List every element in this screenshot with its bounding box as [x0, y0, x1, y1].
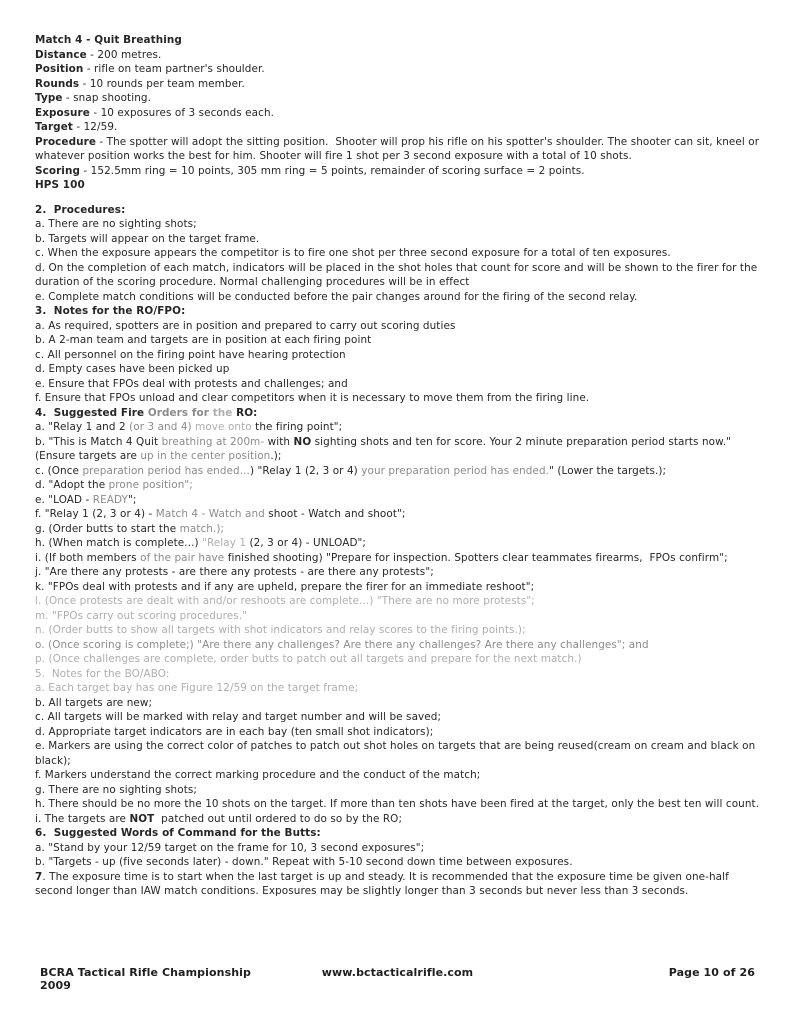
page-footer — [40, 966, 755, 992]
text-segment: c. When the exposure appears the competitor is to fire one shot per three second exposure for a total of ten exposures. — [35, 247, 671, 259]
text-line — [35, 120, 769, 135]
text-line — [35, 333, 769, 348]
text-segment: o. (Once scoring is complete;) "Are there any challenges? Are there any challenges? Are there any challenges"; and — [35, 638, 649, 651]
text-line — [35, 232, 769, 247]
footer-championship-title: BCRA Tactical Rifle Championship 2009 — [40, 966, 252, 992]
text-segment: up in the center position — [140, 450, 271, 462]
text-segment: "; — [127, 493, 137, 506]
text-segment: d. Empty cases have been picked up — [35, 363, 230, 375]
text-line — [35, 826, 769, 841]
text-line — [35, 48, 769, 63]
text-segment: prone position"; — [108, 479, 193, 491]
footer-page-number: Page 10 of 26 — [668, 966, 755, 979]
text-segment: finished shooting) "Prepare for inspection. Spotters clear teammates firearms, FPOs confirm"; — [227, 551, 728, 564]
text-segment: Procedure — [35, 135, 96, 148]
text-segment: the — [212, 406, 237, 419]
text-segment: Type — [35, 92, 63, 104]
text-line — [35, 203, 769, 218]
text-segment: e. Complete match conditions will be conducted before the pair changes around for the firing of the second relay. — [35, 290, 638, 303]
text-line — [35, 580, 769, 595]
text-segment: patched out until ordered to do so by the RO; — [154, 812, 403, 825]
text-line — [35, 478, 769, 493]
text-line — [35, 710, 769, 725]
text-segment: m. "FPOs carry out scoring procedures." — [35, 609, 248, 622]
text-segment: e. Markers are using the correct color of patches to patch out shot holes on targets that are being reused(cream on cream and black on black); — [35, 740, 759, 767]
text-segment: g. (Order butts to start the — [35, 522, 180, 535]
text-segment: l. (Once protests are dealt with and/or reshoots are complete...) "There are no more protests"; — [35, 595, 535, 607]
text-segment: NO — [293, 435, 312, 448]
text-segment: of the pair have — [140, 551, 228, 564]
text-segment: (or 3 and 4) — [129, 421, 196, 433]
text-line — [35, 507, 769, 522]
text-segment: Orders for — [147, 406, 213, 419]
text-line — [35, 164, 769, 179]
footer-website: www.bctacticalrifle.com — [321, 966, 474, 979]
text-line — [35, 406, 769, 421]
text-segment: h. There should be no more the 10 shots on the target. If more than ten shots have been fired at the target, only the best ten will count. — [35, 798, 760, 810]
text-segment: f. Ensure that FPOs unload and clear competitors when it is necessary to move them from the firing line. — [35, 392, 590, 404]
text-line — [35, 594, 769, 609]
text-line — [35, 797, 769, 812]
text-segment: Target — [35, 121, 73, 133]
text-segment: f. Markers understand the correct marking procedure and the conduct of the match; — [35, 769, 481, 781]
text-segment: e. "LOAD - — [35, 493, 93, 506]
text-segment: with — [267, 435, 294, 448]
text-segment: a. "Stand by your 12/59 target on the frame for 10, 3 second exposures"; — [35, 841, 425, 854]
text-segment: a. "Relay 1 and 2 — [35, 421, 130, 433]
text-segment: Exposure — [35, 106, 90, 119]
text-segment: 7 — [35, 870, 43, 883]
text-segment: 2. Procedures: — [35, 203, 126, 216]
text-segment: Rounds — [35, 77, 80, 90]
text-line — [35, 812, 769, 827]
text-segment: b. "Targets - up (five seconds later) - down." Repeat with 5-10 second down time between exposures. — [35, 856, 573, 868]
text-segment: (2, 3 or 4) - UNLOAD"; — [249, 537, 367, 549]
text-segment: - The spotter will adopt the sitting position. Shooter will prop his rifle on his spotter's shoulder. The shooter can sit, kneel or whatever position works the best for him. Shooter will fire 1 shot per 3 second exposure with a total of 10 shots. — [35, 135, 763, 162]
text-line — [35, 638, 769, 653]
text-segment: - 10 exposures of 3 seconds each. — [89, 106, 275, 119]
text-segment: match.); — [179, 522, 225, 535]
text-segment: d. "Adopt the — [35, 479, 109, 491]
text-segment: Distance — [35, 48, 87, 61]
text-segment: - 12/59. — [72, 121, 118, 133]
text-segment: "Relay 1 — [202, 537, 250, 549]
text-segment: i. (If both members — [35, 551, 141, 564]
text-line — [35, 667, 769, 682]
text-segment: j. "Are there any protests - are there any protests - are there any protests"; — [35, 566, 434, 578]
text-line — [35, 435, 769, 464]
text-line — [35, 522, 769, 537]
text-segment: a. As required, spotters are in position and prepared to carry out scoring duties — [35, 319, 456, 332]
text-line — [35, 420, 769, 435]
text-segment: - 10 rounds per team member. — [79, 77, 245, 90]
text-segment: " (Lower the targets.); — [549, 464, 667, 477]
text-segment: NOT — [129, 812, 155, 825]
text-line — [35, 290, 769, 305]
text-segment: . The exposure time is to start when the last target is up and steady. It is recommended that the exposure time be given one-half second longer than IAW match conditions. Exposures may be slightly longer than 3 seconds but never less than 3 seconds. — [35, 870, 733, 897]
text-segment: HPS 100 — [35, 179, 85, 191]
text-segment: READY — [92, 493, 128, 506]
text-segment: b. All targets are new; — [35, 696, 153, 709]
text-segment: ) "Relay 1 (2, 3 or 4) — [249, 464, 362, 477]
text-line — [35, 681, 769, 696]
text-segment: your preparation period has ended. — [361, 464, 550, 477]
text-line — [35, 696, 769, 711]
text-segment: sighting shots and ten for score. Your 2 minute preparation period starts now." (Ensure targets are — [35, 435, 735, 462]
text-line — [35, 609, 769, 624]
text-segment: c. (Once — [35, 464, 83, 477]
text-segment: Match 4 - Quit Breathing — [35, 34, 182, 46]
text-line — [35, 739, 769, 768]
text-line — [35, 841, 769, 856]
text-line — [35, 464, 769, 479]
text-segment: Scoring — [35, 164, 81, 177]
text-segment: - snap shooting. — [62, 92, 151, 104]
text-segment: 3. Notes for the RO/FPO: — [35, 305, 186, 317]
text-line — [35, 319, 769, 334]
text-segment: move onto — [195, 421, 256, 433]
text-line — [35, 536, 769, 551]
text-segment: b. "This is Match 4 Quit — [35, 435, 162, 448]
text-line — [35, 551, 769, 566]
text-segment: .); — [270, 450, 282, 462]
text-segment: Match 4 - Watch and — [155, 508, 269, 520]
text-segment: a. Each target bay has one Figure 12/59 on the target frame; — [35, 682, 359, 694]
document-body — [35, 33, 769, 899]
text-segment: n. (Order butts to show all targets with shot indicators and relay scores to the firing points.); — [35, 624, 526, 636]
text-line — [35, 855, 769, 870]
text-segment: h. (When match is complete...) — [35, 537, 203, 549]
text-segment: i. The targets are — [35, 812, 130, 825]
text-segment: g. There are no sighting shots; — [35, 783, 197, 796]
text-segment: d. Appropriate target indicators are in each bay (ten small shot indicators); — [35, 725, 434, 738]
text-segment: f. "Relay 1 (2, 3 or 4) - — [35, 508, 156, 520]
text-segment: e. Ensure that FPOs deal with protests and challenges; and — [35, 377, 348, 390]
text-segment: - rifle on team partner's shoulder. — [83, 63, 265, 75]
text-line — [35, 725, 769, 740]
text-segment: b. A 2-man team and targets are in position at each firing point — [35, 334, 372, 346]
text-line — [35, 77, 769, 92]
text-segment: c. All targets will be marked with relay and target number and will be saved; — [35, 711, 442, 723]
text-line — [35, 391, 769, 406]
text-segment: preparation period has ended... — [82, 464, 250, 477]
text-line — [35, 178, 769, 193]
text-line — [35, 565, 769, 580]
text-segment: 5. Notes for the BO/ABO: — [35, 667, 170, 680]
text-line — [35, 348, 769, 363]
text-line — [35, 623, 769, 638]
text-line — [35, 261, 769, 290]
text-segment: the firing point"; — [255, 421, 343, 433]
text-line — [35, 246, 769, 261]
text-line — [35, 870, 769, 899]
text-segment: shoot - Watch and shoot"; — [268, 508, 406, 520]
text-segment: breathing at 200m- — [161, 435, 268, 448]
text-line — [35, 362, 769, 377]
text-segment: b. Targets will appear on the target frame. — [35, 232, 260, 245]
text-line — [35, 377, 769, 392]
text-segment: p. (Once challenges are complete, order butts to patch out all targets and prepare for the next match.) — [35, 653, 582, 665]
text-line — [35, 217, 769, 232]
text-segment: d. On the completion of each match, indicators will be placed in the shot holes that count for score and will be shown to the firer for the duration of the scoring procedure. Normal challenging procedures will be in effect — [35, 261, 761, 288]
text-line — [35, 91, 769, 106]
text-line — [35, 304, 769, 319]
text-line — [35, 768, 769, 783]
text-segment: Position — [35, 63, 84, 75]
text-line — [35, 783, 769, 798]
text-segment: - 152.5mm ring = 10 points, 305 mm ring = 5 points, remainder of scoring surface = 2 points. — [80, 164, 585, 177]
text-segment: c. All personnel on the firing point have hearing protection — [35, 348, 346, 361]
text-line — [35, 135, 769, 164]
text-line — [35, 493, 769, 508]
text-segment: k. "FPOs deal with protests and if any are upheld, prepare the firer for an immediate reshoot"; — [35, 580, 535, 593]
text-line — [35, 62, 769, 77]
text-segment: 6. Suggested Words of Command for the Butts: — [35, 827, 321, 839]
text-line — [35, 106, 769, 121]
text-line — [35, 652, 769, 667]
text-line — [35, 33, 769, 48]
text-segment: - 200 metres. — [86, 48, 162, 61]
text-segment: RO: — [236, 406, 258, 419]
text-segment: a. There are no sighting shots; — [35, 218, 197, 230]
text-segment: 4. Suggested Fire — [35, 406, 148, 419]
